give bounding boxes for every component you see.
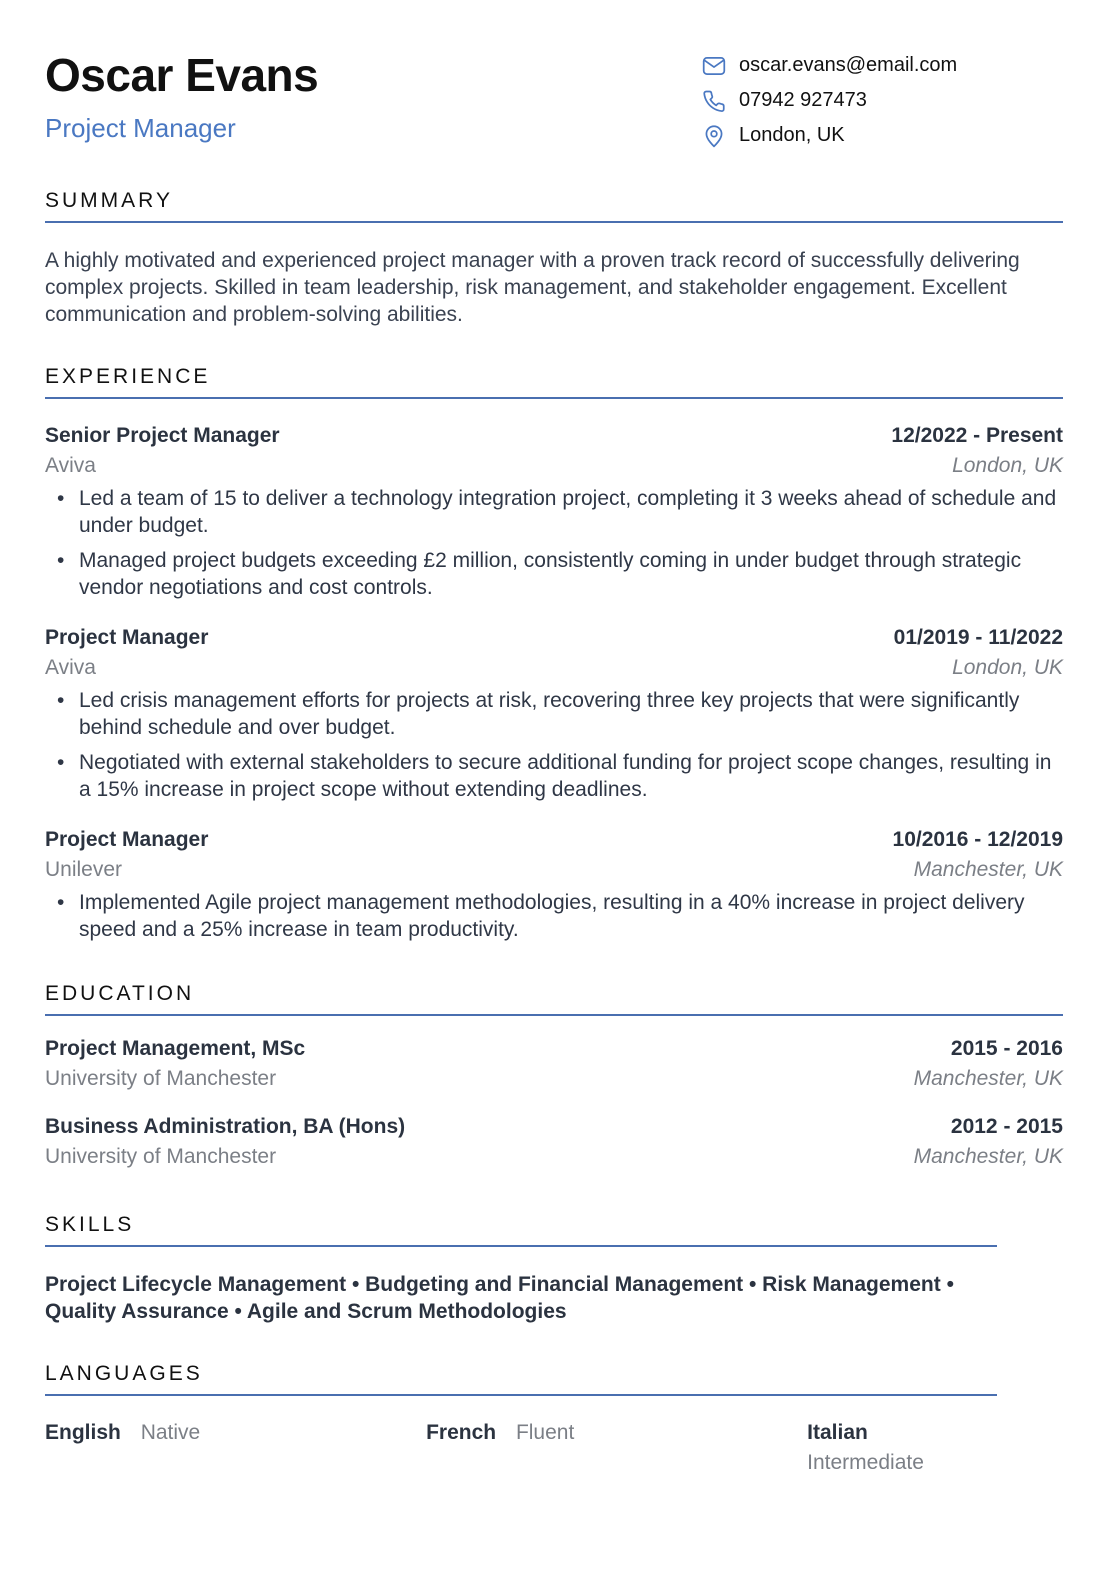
contact-list	[701, 48, 1061, 153]
mail-icon	[701, 53, 727, 79]
job-dates: 10/2016 - 12/2019	[892, 828, 1063, 851]
job-title: Project Manager	[45, 626, 209, 649]
job-bullet: • Led crisis management efforts for projects at risk, recovering three key projects that were significantly behind schedule and over budget.	[45, 687, 1063, 741]
candidate-name: Oscar Evans	[45, 49, 319, 101]
language-name: Italian	[807, 1421, 868, 1444]
section-title-summary: SUMMARY	[45, 189, 173, 212]
job-bullet: • Negotiated with external stakeholders to secure additional funding for project scope changes, resulting in a 15% increase in project scope without extending deadlines.	[45, 749, 1063, 803]
phone-icon	[701, 88, 727, 114]
education-dates: 2012 - 2015	[950, 1115, 1063, 1138]
section-divider	[45, 1394, 997, 1396]
language-level: Native	[140, 1421, 201, 1444]
section-title-education: EDUCATION	[45, 982, 195, 1005]
job-title: Project Manager	[45, 828, 209, 851]
language-item	[426, 1418, 807, 1478]
skills-section	[45, 1212, 997, 1325]
location-pin-icon	[701, 123, 727, 149]
candidate-role: Project Manager	[45, 113, 236, 143]
languages-section	[45, 1361, 997, 1478]
job-entry	[45, 421, 1063, 601]
job-company: Aviva	[45, 454, 96, 477]
language-name: French	[426, 1421, 497, 1444]
summary-section	[45, 188, 1063, 328]
job-bullet: • Led a team of 15 to deliver a technology integration project, completing it 3 weeks ahead of schedule and under budget.	[45, 485, 1063, 539]
language-item	[45, 1418, 426, 1478]
email-text: oscar.evans@email.com	[739, 54, 958, 76]
job-company: Aviva	[45, 656, 96, 679]
section-divider	[45, 221, 1063, 223]
job-bullet: • Implemented Agile project management methodologies, resulting in a 40% increase in project delivery speed and a 25% increase in team productivity.	[45, 889, 1063, 943]
location-text: London, UK	[739, 124, 845, 146]
degree-title: Project Management, MSc	[45, 1037, 306, 1060]
language-item	[807, 1418, 997, 1478]
language-level: Fluent	[515, 1421, 575, 1444]
job-bullets	[45, 889, 1063, 943]
resume-header	[45, 48, 1063, 148]
section-divider	[45, 1014, 1063, 1016]
job-title: Senior Project Manager	[45, 424, 280, 447]
contact-email[interactable]	[701, 48, 1061, 83]
job-bullets	[45, 687, 1063, 803]
job-location: London, UK	[952, 454, 1063, 477]
job-dates: 12/2022 - Present	[891, 424, 1063, 447]
degree-title: Business Administration, BA (Hons)	[45, 1115, 406, 1138]
section-title-languages: LANGUAGES	[45, 1362, 203, 1385]
job-location: Manchester, UK	[913, 858, 1063, 881]
job-location: London, UK	[952, 656, 1063, 679]
language-name: English	[45, 1421, 121, 1444]
job-bullet: • Managed project budgets exceeding £2 million, consistently coming in under budget through strategic vendor negotiations and cost controls.	[45, 547, 1063, 601]
school-name: University of Manchester	[45, 1145, 277, 1168]
experience-section	[45, 364, 1063, 951]
education-entry	[45, 1112, 1063, 1172]
school-location: Manchester, UK	[913, 1145, 1063, 1168]
contact-location	[701, 118, 1061, 153]
job-bullets	[45, 485, 1063, 601]
summary-text: A highly motivated and experienced project manager with a proven track record of successfully delivering complex projects. Skilled in team leadership, risk management, and stakeholder engagement. Excellent communication and problem-solving abilities.	[45, 249, 1020, 326]
language-level: Intermediate	[807, 1451, 924, 1474]
section-divider	[45, 397, 1063, 399]
education-dates: 2015 - 2016	[950, 1037, 1063, 1060]
school-name: University of Manchester	[45, 1067, 277, 1090]
school-location: Manchester, UK	[913, 1067, 1063, 1090]
education-section	[45, 981, 1063, 1172]
language-list	[45, 1418, 997, 1478]
job-company: Unilever	[45, 858, 123, 881]
skills-text: Project Lifecycle Management • Budgeting and Financial Management • Risk Management • Quality Assurance • Agile and Scrum Methodologies	[45, 1273, 954, 1323]
section-title-experience: EXPERIENCE	[45, 365, 211, 388]
section-divider	[45, 1245, 997, 1247]
contact-phone[interactable]	[701, 83, 1061, 118]
education-entry	[45, 1034, 1063, 1094]
job-entry	[45, 623, 1063, 803]
resume-page	[45, 0, 1063, 1571]
job-dates: 01/2019 - 11/2022	[893, 626, 1063, 649]
phone-text: 07942 927473	[739, 89, 867, 111]
section-title-skills: SKILLS	[45, 1213, 135, 1236]
job-entry	[45, 825, 1063, 943]
